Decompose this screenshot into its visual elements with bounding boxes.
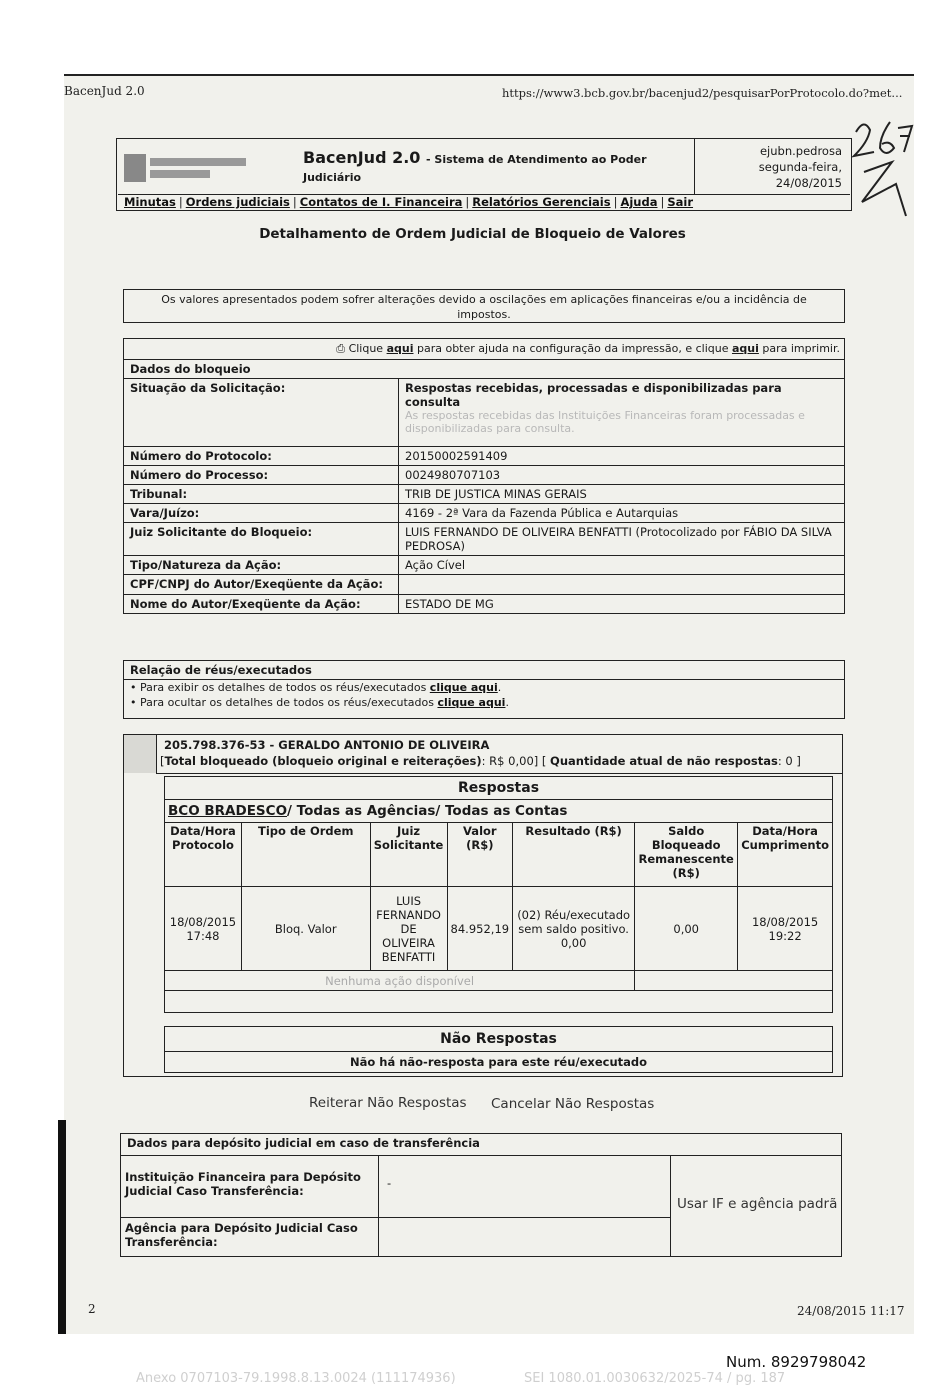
- cell-resultado: (02) Réu/executado sem saldo positivo. 0,00: [513, 887, 635, 971]
- reiterar-button[interactable]: Reiterar Não Respostas: [309, 1095, 467, 1111]
- cell-valor: 84.952,19: [447, 887, 513, 971]
- total-label: Total bloqueado (bloqueio original e reiterações): [164, 754, 482, 768]
- section-title: Dados do bloqueio: [124, 360, 845, 379]
- cell-data-protocolo: 18/08/2015 17:48: [165, 887, 242, 971]
- usar-if-button[interactable]: Usar IF e agência padrã: [677, 1196, 838, 1212]
- instituicao-label: Instituição Financeira para Depósito Judicial Caso Transferência:: [121, 1156, 379, 1218]
- print-header-url: https://www3.bcb.gov.br/bacenjud2/pesquisarPorProtocolo.do?met...: [502, 86, 903, 100]
- empty-row: [165, 991, 833, 1013]
- relacao-text: Para exibir os detalhes de todos os réus/executados: [140, 681, 427, 694]
- menu-ajuda[interactable]: Ajuda: [620, 195, 658, 209]
- relacao-item-show: • Para exibir os detalhes de todos os réus/executados clique aqui.: [130, 681, 502, 694]
- menu-separator: |: [613, 195, 618, 209]
- total-value: : R$ 0,00] [: [481, 754, 547, 768]
- reu-totals: [Total bloqueado (bloqueio original e reiterações): R$ 0,00] [ Quantidade atual de não respostas: 0 ]: [160, 754, 801, 768]
- user-login: ejubn.pedrosa: [759, 144, 842, 158]
- divider: [156, 773, 842, 774]
- help-config-link[interactable]: aqui: [386, 342, 414, 355]
- show-all-link[interactable]: clique aqui: [429, 681, 498, 694]
- hide-all-link[interactable]: clique aqui: [437, 696, 506, 709]
- app-subtitle: Judiciário: [303, 171, 362, 184]
- situacao-desc: As respostas recebidas das Instituições Financeiras foram processadas e disponibilizadas para consulta.: [405, 409, 805, 435]
- situacao-label: Situação da Solicitação:: [124, 379, 399, 447]
- nao-respostas-table: [164, 1026, 833, 1073]
- print-datetime: 24/08/2015 11:17: [797, 1304, 905, 1318]
- no-action-text: Nenhuma ação disponível: [165, 971, 635, 991]
- printer-icon: ⎙: [336, 342, 346, 355]
- col-header: Juiz Solicitante: [370, 823, 447, 887]
- field-value: 20150002591409: [399, 447, 845, 466]
- menu-separator: |: [292, 195, 297, 209]
- col-header: Data/Hora Cumprimento: [738, 823, 833, 887]
- relacao-title: Relação de réus/executados: [124, 661, 844, 680]
- help-line: [124, 339, 845, 360]
- col-header: Resultado (R$): [513, 823, 635, 887]
- field-label: Tipo/Natureza da Ação:: [124, 556, 399, 575]
- nao-respostas-message: Não há não-resposta para este réu/executado: [165, 1052, 833, 1073]
- field-value: LUIS FERNANDO DE OLIVEIRA BENFATTI (Protocolizado por FÁBIO DA SILVA PEDROSA): [399, 523, 845, 556]
- field-value: Ação Cível: [399, 556, 845, 575]
- document-number: Num. 8929798042: [726, 1353, 867, 1371]
- main-menu: [118, 194, 850, 210]
- field-label: Nome do Autor/Exeqüente da Ação:: [124, 595, 399, 614]
- col-header: Valor (R$): [447, 823, 513, 887]
- field-label: Número do Protocolo:: [124, 447, 399, 466]
- cancelar-button[interactable]: Cancelar Não Respostas: [491, 1096, 655, 1112]
- col-header: Data/Hora Protocolo: [165, 823, 242, 887]
- cell-juiz: LUIS FERNANDO DE OLIVEIRA BENFATTI: [370, 887, 447, 971]
- reu-header: 205.798.376-53 - GERALDO ANTONIO DE OLIVEIRA: [164, 738, 490, 752]
- field-label: Vara/Juízo:: [124, 504, 399, 523]
- menu-minutas[interactable]: Minutas: [124, 195, 176, 209]
- empty-cell: [635, 971, 833, 991]
- relacao-reus-box: [123, 660, 845, 719]
- user-day: segunda-feira,: [758, 160, 842, 174]
- menu-sair[interactable]: Sair: [667, 195, 694, 209]
- notice-box: Os valores apresentados podem sofrer alterações devido a oscilações em aplicações financeiras e/ou a incidência de impostos.: [123, 289, 845, 323]
- menu-separator: |: [465, 195, 470, 209]
- help-text: para imprimir.: [762, 342, 840, 355]
- respostas-title: Respostas: [165, 777, 833, 800]
- bank-scope: / Todas as Agências/ Todas as Contas: [287, 803, 568, 819]
- respostas-table: [164, 776, 833, 1013]
- help-text: para obter ajuda na configuração da impressão, e clique: [416, 342, 729, 355]
- dados-bloqueio-table: [123, 338, 845, 614]
- relacao-item-hide: • Para ocultar os detalhes de todos os réus/executados clique aqui.: [130, 696, 509, 709]
- field-label: CPF/CNPJ do Autor/Exeqüente da Ação:: [124, 575, 399, 595]
- menu-ordens-judiciais[interactable]: Ordens judiciais: [185, 195, 290, 209]
- field-label: Juiz Solicitante do Bloqueio:: [124, 523, 399, 556]
- anexo-stamp: Anexo 0707103-79.1998.8.13.0024 (111174936): [136, 1371, 456, 1386]
- field-value: TRIB DE JUSTICA MINAS GERAIS: [399, 485, 845, 504]
- col-header: Tipo de Ordem: [241, 823, 370, 887]
- app-title: BacenJud 2.0 - Sistema de Atendimento ao Poder: [303, 148, 647, 167]
- sei-stamp: SEI 1080.01.0030632/2025-74 / pg. 187: [524, 1371, 786, 1386]
- cell-saldo: 0,00: [635, 887, 738, 971]
- print-page-number: 2: [88, 1302, 96, 1316]
- field-value: 0024980707103: [399, 466, 845, 485]
- help-text: Clique: [348, 342, 384, 355]
- menu-contatos[interactable]: Contatos de I. Financeira: [299, 195, 463, 209]
- instituicao-value: -: [379, 1156, 671, 1218]
- deposito-box: [120, 1133, 842, 1257]
- field-label: Número do Processo:: [124, 466, 399, 485]
- agencia-label: Agência para Depósito Judicial Caso Transferência:: [121, 1218, 379, 1256]
- menu-separator: |: [178, 195, 183, 209]
- agencia-value: [379, 1218, 671, 1256]
- bcb-logo-icon: [122, 148, 252, 188]
- handwritten-annotation-icon: [846, 112, 918, 222]
- situacao-value: Respostas recebidas, processadas e disponibilizadas para consulta: [405, 381, 782, 409]
- expand-toggle-icon[interactable]: [124, 735, 157, 773]
- user-date: 24/08/2015: [775, 176, 842, 190]
- menu-separator: |: [660, 195, 665, 209]
- print-link[interactable]: aqui: [731, 342, 759, 355]
- scan-edge-shadow: [58, 1120, 66, 1334]
- relacao-text: Para ocultar os detalhes de todos os réus/executados: [140, 696, 434, 709]
- field-label: Tribunal:: [124, 485, 399, 504]
- field-value: 4169 - 2ª Vara da Fazenda Pública e Autarquias: [399, 504, 845, 523]
- bank-row: [165, 800, 833, 823]
- user-info: [694, 139, 850, 195]
- menu-relatorios[interactable]: Relatórios Gerenciais: [472, 195, 611, 209]
- bank-link[interactable]: BCO BRADESCO: [168, 803, 288, 819]
- cell-tipo: Bloq. Valor: [241, 887, 370, 971]
- qtd-value: : 0 ]: [777, 754, 801, 768]
- cell-data-cumprimento: 18/08/2015 19:22: [738, 887, 833, 971]
- field-value: [399, 575, 845, 595]
- deposito-title: Dados para depósito judicial em caso de transferência: [121, 1134, 841, 1156]
- print-header-title: BacenJud 2.0: [64, 84, 145, 98]
- situacao-cell: [399, 379, 845, 447]
- page-title: Detalhamento de Ordem Judicial de Bloqueio de Valores: [259, 226, 686, 242]
- qtd-label: Quantidade atual de não respostas: [550, 754, 778, 768]
- nao-respostas-title: Não Respostas: [165, 1027, 833, 1052]
- field-value: ESTADO DE MG: [399, 595, 845, 614]
- col-header: Saldo Bloqueado Remanescente (R$): [635, 823, 738, 887]
